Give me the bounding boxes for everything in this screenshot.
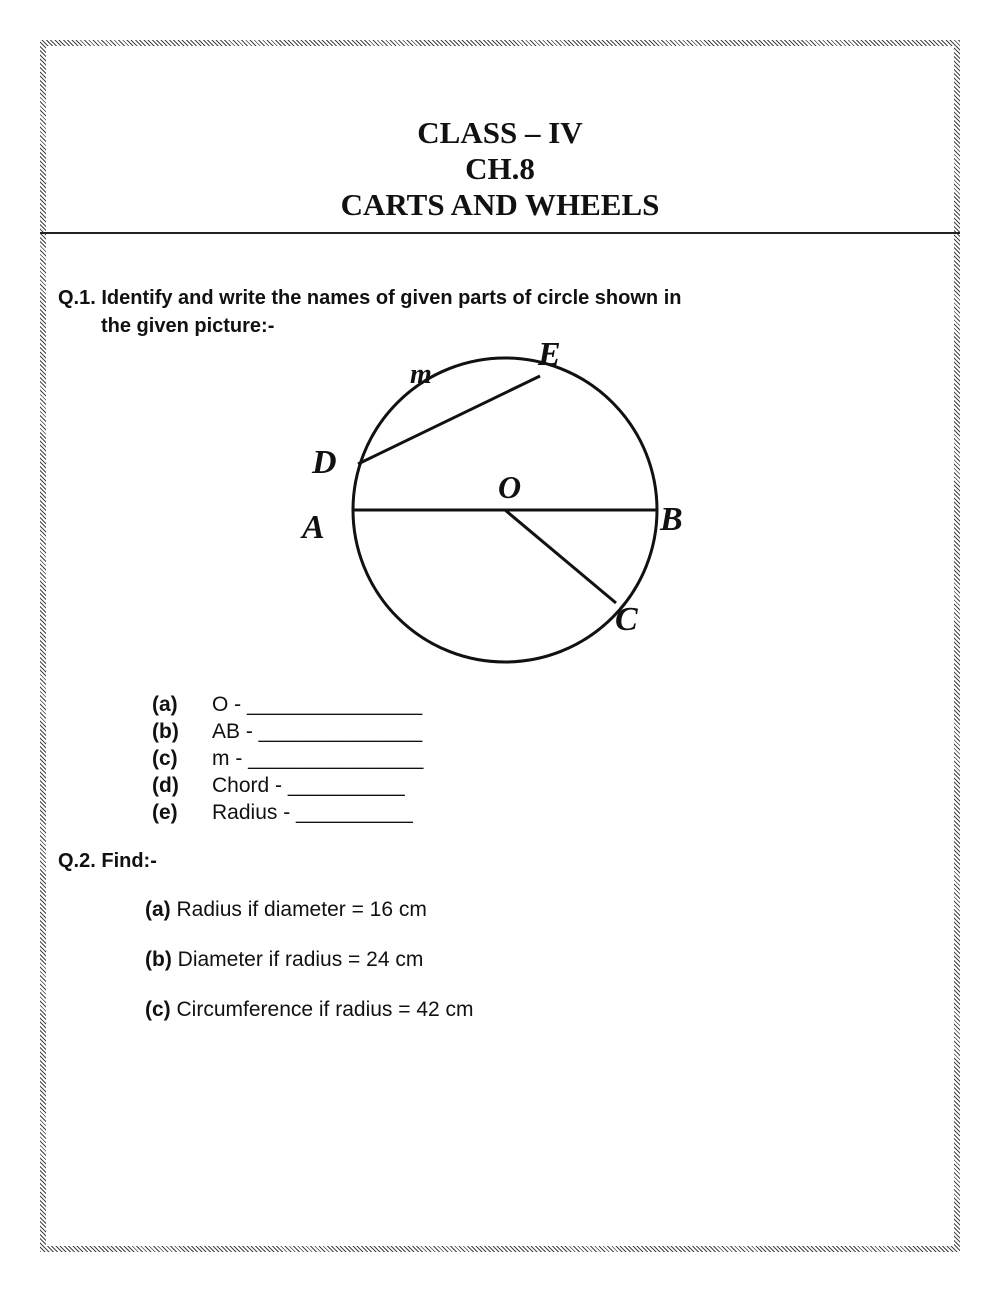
option-e xyxy=(152,799,423,826)
option-text: m - _______________ xyxy=(212,747,424,770)
find-text: Radius if diameter = 16 cm xyxy=(170,898,427,921)
option-letter: (c) xyxy=(152,747,178,770)
circle-diagram xyxy=(290,335,710,680)
option-a xyxy=(152,691,423,718)
label-m: m xyxy=(410,359,432,390)
question-2-title: Q.2. Find:- xyxy=(58,850,157,872)
label-d: D xyxy=(312,444,337,481)
question-2-items xyxy=(145,895,474,1045)
option-d xyxy=(152,772,423,799)
find-letter: (c) xyxy=(145,998,171,1021)
header-divider xyxy=(40,232,960,234)
label-c: C xyxy=(615,601,638,638)
question-1-text-line2: the given picture:- xyxy=(101,315,275,337)
find-letter: (a) xyxy=(145,898,171,921)
option-c xyxy=(152,745,423,772)
worksheet-header xyxy=(40,115,960,223)
find-item-b xyxy=(145,945,474,995)
option-text: O - _______________ xyxy=(212,693,423,716)
find-item-a xyxy=(145,895,474,945)
option-letter: (d) xyxy=(152,774,179,797)
label-o: O xyxy=(498,469,522,505)
option-letter: (e) xyxy=(152,801,178,824)
question-1-number: Q.1. xyxy=(58,287,96,309)
label-a: A xyxy=(302,509,325,546)
option-letter: (b) xyxy=(152,720,179,743)
chapter-number: CH.8 xyxy=(465,151,535,186)
chapter-title: CARTS AND WHEELS xyxy=(340,187,660,222)
find-text: Diameter if radius = 24 cm xyxy=(171,948,424,971)
question-1-options xyxy=(152,691,423,826)
find-letter: (b) xyxy=(145,948,172,971)
label-e: E xyxy=(538,336,561,373)
label-b: B xyxy=(660,501,683,538)
class-title: CLASS – IV xyxy=(417,115,583,150)
option-text: Radius - __________ xyxy=(212,801,413,824)
chord-de xyxy=(358,376,540,464)
find-item-c xyxy=(145,995,474,1045)
option-text: Chord - __________ xyxy=(212,774,405,797)
find-text: Circumference if radius = 42 cm xyxy=(170,998,474,1021)
radius-oc xyxy=(505,510,616,603)
option-letter: (a) xyxy=(152,693,178,716)
question-1-title xyxy=(58,284,681,340)
question-1-text-line1: Identify and write the names of given parts of circle shown in xyxy=(101,287,682,309)
option-text: AB - ______________ xyxy=(212,720,423,743)
option-b xyxy=(152,718,423,745)
